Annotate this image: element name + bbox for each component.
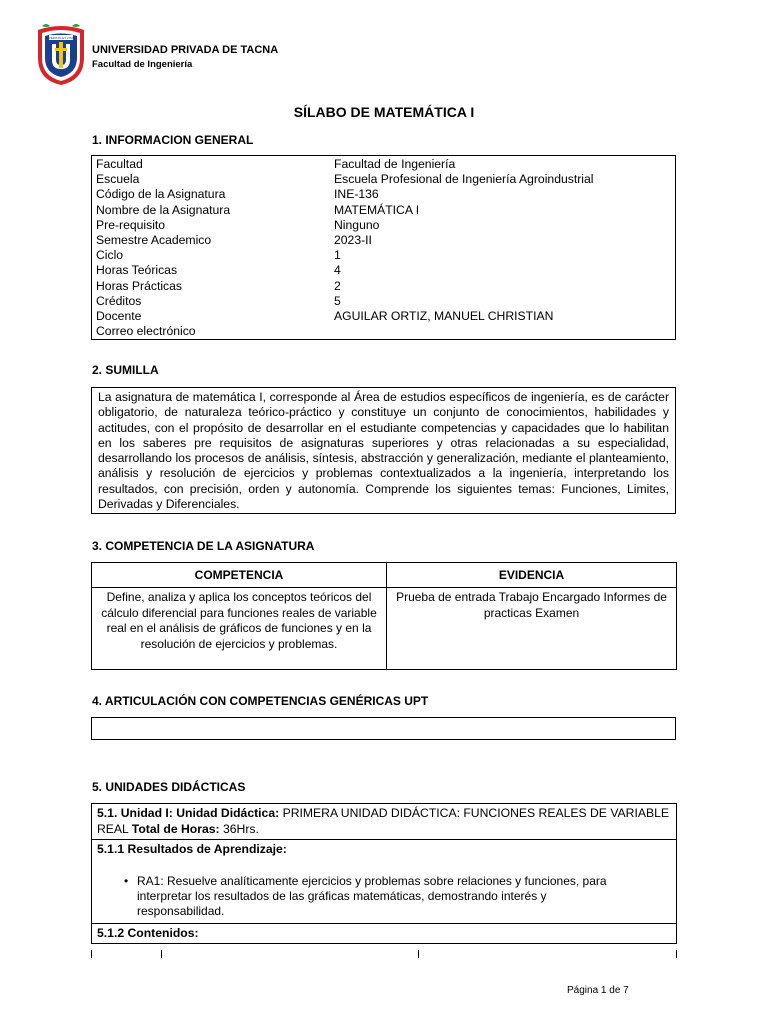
unidad-box [91, 803, 677, 944]
info-label: Horas Prácticas [96, 278, 183, 293]
svg-text:VERITAS ET VITA: VERITAS ET VITA [48, 36, 74, 40]
hours-value: 36Hrs. [222, 821, 259, 836]
info-row [92, 279, 675, 294]
bullet-icon: • [124, 873, 129, 888]
info-label: Créditos [96, 293, 142, 308]
info-value: MATEMÁTICA I [334, 202, 420, 217]
unit-label: 5.1. Unidad I: Unidad Didáctica: [97, 806, 280, 820]
info-value [330, 324, 675, 339]
info-row [92, 294, 675, 309]
unidad-header-row [92, 804, 676, 840]
table-stub-line [91, 950, 92, 958]
info-value: AGUILAR ORTIZ, MANUEL CHRISTIAN [334, 309, 554, 324]
evidencia-cell: Prueba de entrada Trabajo Encargado Informes de practicas Examen [387, 588, 677, 670]
resultados-title: 5.1.1 Resultados de Aprendizaje: [97, 842, 287, 856]
competencia-header: COMPETENCIA [92, 563, 387, 588]
general-info-table [92, 157, 675, 339]
info-value: Ninguno [334, 217, 380, 232]
info-label: Facultad [96, 157, 143, 171]
info-label: Código de la Asignatura [96, 187, 226, 202]
info-row [92, 172, 675, 187]
hours-label: Total de Horas: [131, 821, 220, 836]
info-row [92, 157, 675, 172]
info-row [92, 324, 675, 339]
info-row [92, 263, 675, 278]
info-label: Escuela [96, 172, 140, 187]
info-row [92, 203, 675, 218]
info-label: Semestre Academico [96, 233, 212, 248]
general-info-box [91, 155, 676, 340]
info-value: Facultad de Ingeniería [334, 157, 456, 171]
info-row [92, 187, 675, 202]
competencia-row [92, 588, 677, 670]
contenidos-title: 5.1.2 Contenidos: [92, 924, 676, 945]
info-value: INE-136 [334, 187, 379, 202]
section-title-competencia: 3. COMPETENCIA DE LA ASIGNATURA [92, 539, 315, 553]
info-row [92, 248, 675, 263]
info-value: 1 [334, 248, 341, 263]
competencia-header-row [92, 563, 677, 588]
table-stub-line [418, 950, 419, 958]
info-label: Ciclo [96, 248, 124, 263]
competencia-cell: Define, analiza y aplica los conceptos teóricos del cálculo diferencial para funciones reales de variable real en el análisis de gráficos de funciones y en la resolución de ejercicios y problemas. [92, 588, 387, 670]
info-row [92, 218, 675, 233]
info-row [92, 309, 675, 324]
section-title-sumilla: 2. SUMILLA [92, 363, 159, 377]
section-title-articulacion: 4. ARTICULACIÓN CON COMPETENCIAS GENÉRICAS UPT [92, 694, 429, 708]
info-label: Horas Teóricas [96, 263, 178, 278]
competencia-table [91, 562, 677, 670]
table-stub-line [161, 950, 162, 958]
resultados-row [92, 840, 676, 924]
university-logo [36, 22, 86, 86]
info-value: Escuela Profesional de Ingeniería Agroindustrial [334, 172, 594, 187]
info-label: Nombre de la Asignatura [96, 202, 231, 217]
info-value: 4 [334, 263, 341, 278]
page-number: Página 1 de 7 [567, 985, 629, 996]
info-value: 5 [334, 293, 341, 308]
info-label: Correo electrónico [96, 324, 196, 339]
evidencia-header: EVIDENCIA [387, 563, 677, 588]
document-title: SÍLABO DE MATEMÁTICA I [293, 104, 475, 120]
table-stub-line [676, 950, 677, 958]
faculty-name: Facultad de Ingeniería [92, 59, 193, 70]
info-row [92, 233, 675, 248]
sumilla-box: La asignatura de matemática I, corresponde al Área de estudios específicos de ingeniería, es de carácter obligatorio, de naturaleza teórico-práctico y constituye un conjunto de conocimientos, habilidades y actitudes, con el propósito de desarrollar en el estudiante competencias y capacidades que lo habilitan en los saberes pre requisitos de asignaturas superiores y otras relacionadas a su especialidad, desarrollando los procesos de análisis, síntesis, abstracción y generalización, mediante el planteamiento, análisis y resolución de ejercicios y problemas contextualizados a la ingeniería, interpretando los resultados, con precisión, orden y autonomía. Comprende los siguientes temas: Funciones, Limites, Derivadas y Diferenciales. [91, 387, 676, 514]
info-value: 2023-II [334, 233, 372, 248]
info-label: Docente [96, 309, 142, 324]
ra1-item [92, 860, 676, 923]
articulacion-box [91, 717, 676, 740]
section-title-unidades: 5. UNIDADES DIDÁCTICAS [92, 780, 246, 794]
ra1-text: RA1: Resuelve analíticamente ejercicios y problemas sobre relaciones y funciones, para interpretar los resultados de las gráficas matemáticas, demostrando interés y responsabilidad. [137, 873, 607, 918]
info-label: Pre-requisito [96, 217, 166, 232]
unit-name: PRIMERA UNIDAD DIDÁCTICA: FUNCIONES REALES DE VARIABLE REAL [97, 806, 670, 836]
section-title-general: 1. INFORMACION GENERAL [92, 133, 254, 147]
university-name: UNIVERSIDAD PRIVADA DE TACNA [92, 44, 279, 56]
info-value: 2 [334, 278, 341, 293]
